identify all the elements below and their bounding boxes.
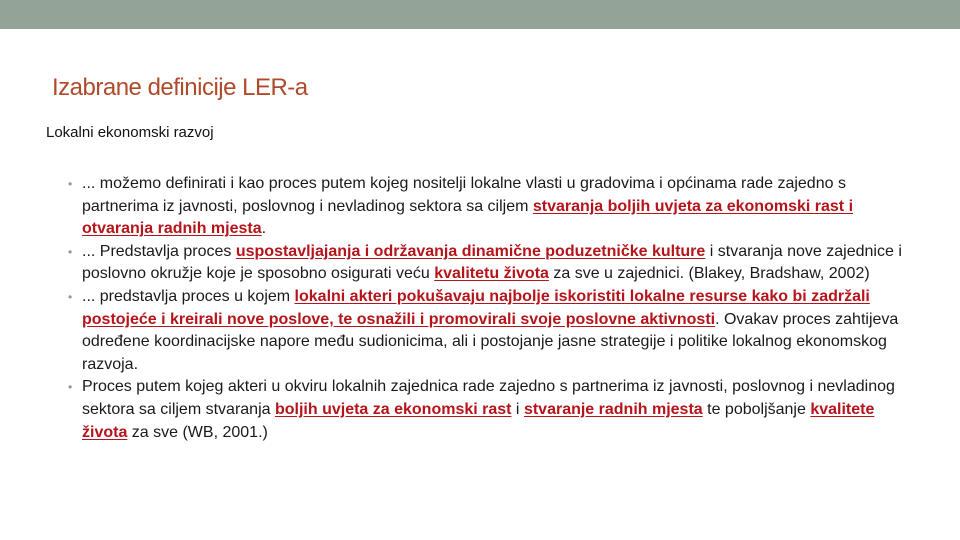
bullet-icon: • — [68, 177, 73, 191]
body-text: Proces putem kojeg akteri u okviru lokalnih zajednica rade zajedno s partnerima iz javnosti, poslovnog i nevladinog sektora sa ciljem stvaranja — [82, 378, 895, 418]
highlighted-text: lokalni akteri pokušavaju najbolje iskoristiti lokalne resurse kako bi zadržali postojeće i kreirali nove poslove, te osnažili i promovirali svoje poslovne aktivnosti — [82, 287, 870, 328]
highlighted-text: kvalitetu života — [434, 265, 549, 283]
definition-item — [68, 286, 912, 376]
body-text: ... možemo definirati i kao proces putem kojeg nositelji lokalne vlasti u gradovima i općinama rade zajedno s partnerima iz javnosti, poslovnog i nevladinog sektora sa ciljem — [82, 175, 846, 215]
slide-title: Izabrane definicije LER-a — [52, 74, 308, 101]
slide-subtitle: Lokalni ekonomski razvoj — [46, 124, 214, 141]
definition-item — [68, 376, 912, 444]
highlighted-text: stvaranja boljih uvjeta za ekonomski rast i otvaranja radnih mjesta — [82, 197, 854, 238]
body-text: . — [261, 220, 267, 238]
bullet-icon: • — [68, 380, 73, 395]
body-text: i — [511, 400, 524, 418]
definition-item — [68, 241, 912, 286]
bullet-icon: • — [68, 289, 73, 304]
bullet-icon: • — [68, 244, 73, 259]
top-decorative-band — [0, 0, 960, 29]
highlighted-text: boljih uvjeta za ekonomski rast — [274, 400, 512, 418]
body-text: ... Predstavlja proces — [82, 242, 236, 260]
highlighted-text: uspostavljajanja i održavanja dinamične poduzetničke kulture — [235, 242, 706, 260]
body-text: i stvaranja nove zajednice i poslovno okružje koje je sposobno osigurati veću — [82, 242, 902, 283]
highlighted-text: stvaranje radnih mjesta — [523, 400, 703, 418]
body-text: . Ovakav proces zahtijeva određene koordinacijske napore među sudionicima, ali i postojanje jasne strategije i politike lokalnog ekonomskog razvoja. — [82, 310, 899, 373]
body-text: za sve u zajednici. (Blakey, Bradshaw, 2002) — [548, 265, 870, 283]
body-text: ... predstavlja proces u kojem — [82, 287, 295, 305]
highlighted-text: kvalitete života — [82, 400, 875, 441]
definition-item — [68, 173, 912, 241]
body-text: te poboljšanje — [702, 400, 811, 418]
body-text: za sve (WB, 2001.) — [127, 423, 268, 441]
definition-list — [68, 173, 912, 444]
